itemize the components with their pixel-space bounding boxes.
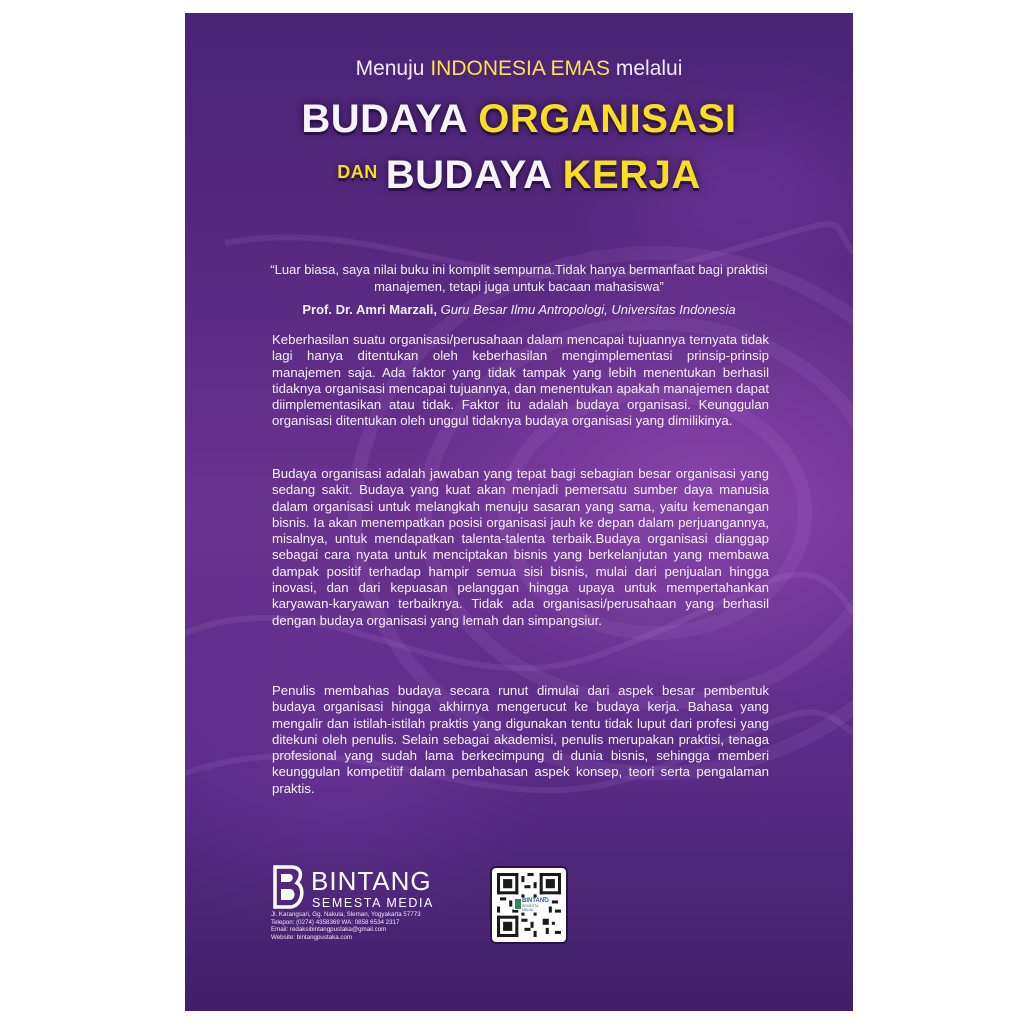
blurb-paragraph-1: Keberhasilan suatu organisasi/perusahaan dalam mencapai tujuannya ternyata tidak lagi hanya ditentukan oleh keberhasilan mengimplementasi prinsip-prinsip manajemen saja. Ada faktor yang tidak tampak yang lebih menentukan berhasil tidaknya organisasi mencapai tujuannya, dan menentukan apakah manajemen dapat diimplementasikan atau tidak. Faktor itu adalah budaya organisasi. Keunggulan organisasi ditentukan oleh unggul tidaknya budaya organisasi yang dimilikinya. <box>272 332 769 429</box>
endorsement-quote: “Luar biasa, saya nilai buku ini komplit sempurna.Tidak hanya bermanfaat bagi praktisi manajemen, tetapi juga untuk bacaan mahasiswa” <box>270 262 768 294</box>
endorsement-author-title: Guru Besar Ilmu Antropologi, Universitas Indonesia <box>440 302 736 317</box>
title-word-organisasi: ORGANISASI <box>478 97 737 141</box>
tagline-highlight: INDONESIA EMAS <box>430 57 611 80</box>
title-line-1 <box>185 97 853 142</box>
address-line: Website: bintangpustaka.com <box>271 933 353 941</box>
tagline-post: melalui <box>615 57 683 80</box>
qr-center-logo <box>514 898 549 912</box>
title-word-kerja: KERJA <box>562 153 701 197</box>
title-line-2 <box>185 153 853 198</box>
endorsement-author <box>245 302 793 317</box>
address-line: Jl. Karangsari, Gg. Nakula, Sleman, Yogyakarta 57773 <box>271 911 421 918</box>
publisher-name: BINTANG <box>311 866 432 896</box>
blurb-paragraph-2: Budaya organisasi adalah jawaban yang tepat bagi sebagian besar organisasi yang sedang sakit. Budaya yang kuat akan menjadi pemersatu sumber daya manusia dalam organisasi untuk melangkah menuju sasaran yang sama, yaitu kemenangan bisnis. Ia akan menempatkan posisi organisasi jauh ke depan dalam perjuangannya, misalnya, untuk mendapatkan talenta-talenta terbaik.Budaya organisasi dianggap sebagai cara nyata untuk menciptakan bisnis yang berkelanjutan yang membawa dampak positif terhadap hampir semua sisi bisnis, mulai dari penjualan hingga inovasi, dan dari kepuasan pelanggan hingga upaya untuk mempertahankan karyawan-karyawan terbaiknya. Tidak ada organisasi/perusahaan yang berhasil dengan budaya organisasi yang lemah dan simpangsiur. <box>272 466 769 628</box>
qr-logo-mark-icon <box>515 899 521 909</box>
title-word-dan: DAN <box>337 162 378 182</box>
endorsement-author-name: Prof. Dr. Amri Marzali, <box>302 302 437 317</box>
address-line: Email: redaksibintangpustaka@gmail.com <box>271 926 387 934</box>
title-word-budaya-2: BUDAYA <box>385 153 552 197</box>
tagline-pre: Menuju <box>355 57 425 80</box>
publisher-logo <box>271 865 451 915</box>
qr-logo-label: BINTANG <box>522 898 549 904</box>
tagline <box>185 57 853 81</box>
blurb-paragraph-3: Penulis membahas budaya secara runut dimulai dari aspek besar pembentuk budaya organisasi hingga akhirnya mengerucut ke budaya kerja. Bahasa yang mengalir dan istilah-istilah praktis yang digunakan tentu tidak luput dari profesi yang ditekuni oleh penulis. Selain sebagai akademisi, penulis merupakan praktisi, tenaga profesional yang sudah lama berkecimpung di dunia bisnis, sehingga memberi keunggulan kompetitif dalam pembahasan aspek konsep, teori serta pengalaman praktis. <box>272 683 769 796</box>
qr-logo-sublabel: SEMESTA MEDIA <box>522 904 539 912</box>
title-word-budaya: BUDAYA <box>301 97 467 141</box>
publisher-subname: SEMESTA MEDIA <box>312 896 434 910</box>
book-back-cover <box>185 13 853 1011</box>
publisher-address <box>271 911 471 941</box>
bintang-b-logo-icon <box>271 865 305 909</box>
qr-code[interactable] <box>490 866 568 944</box>
address-line: Telepon: (0274) 4358369 WA: 0858 6534 2317 <box>271 918 400 926</box>
